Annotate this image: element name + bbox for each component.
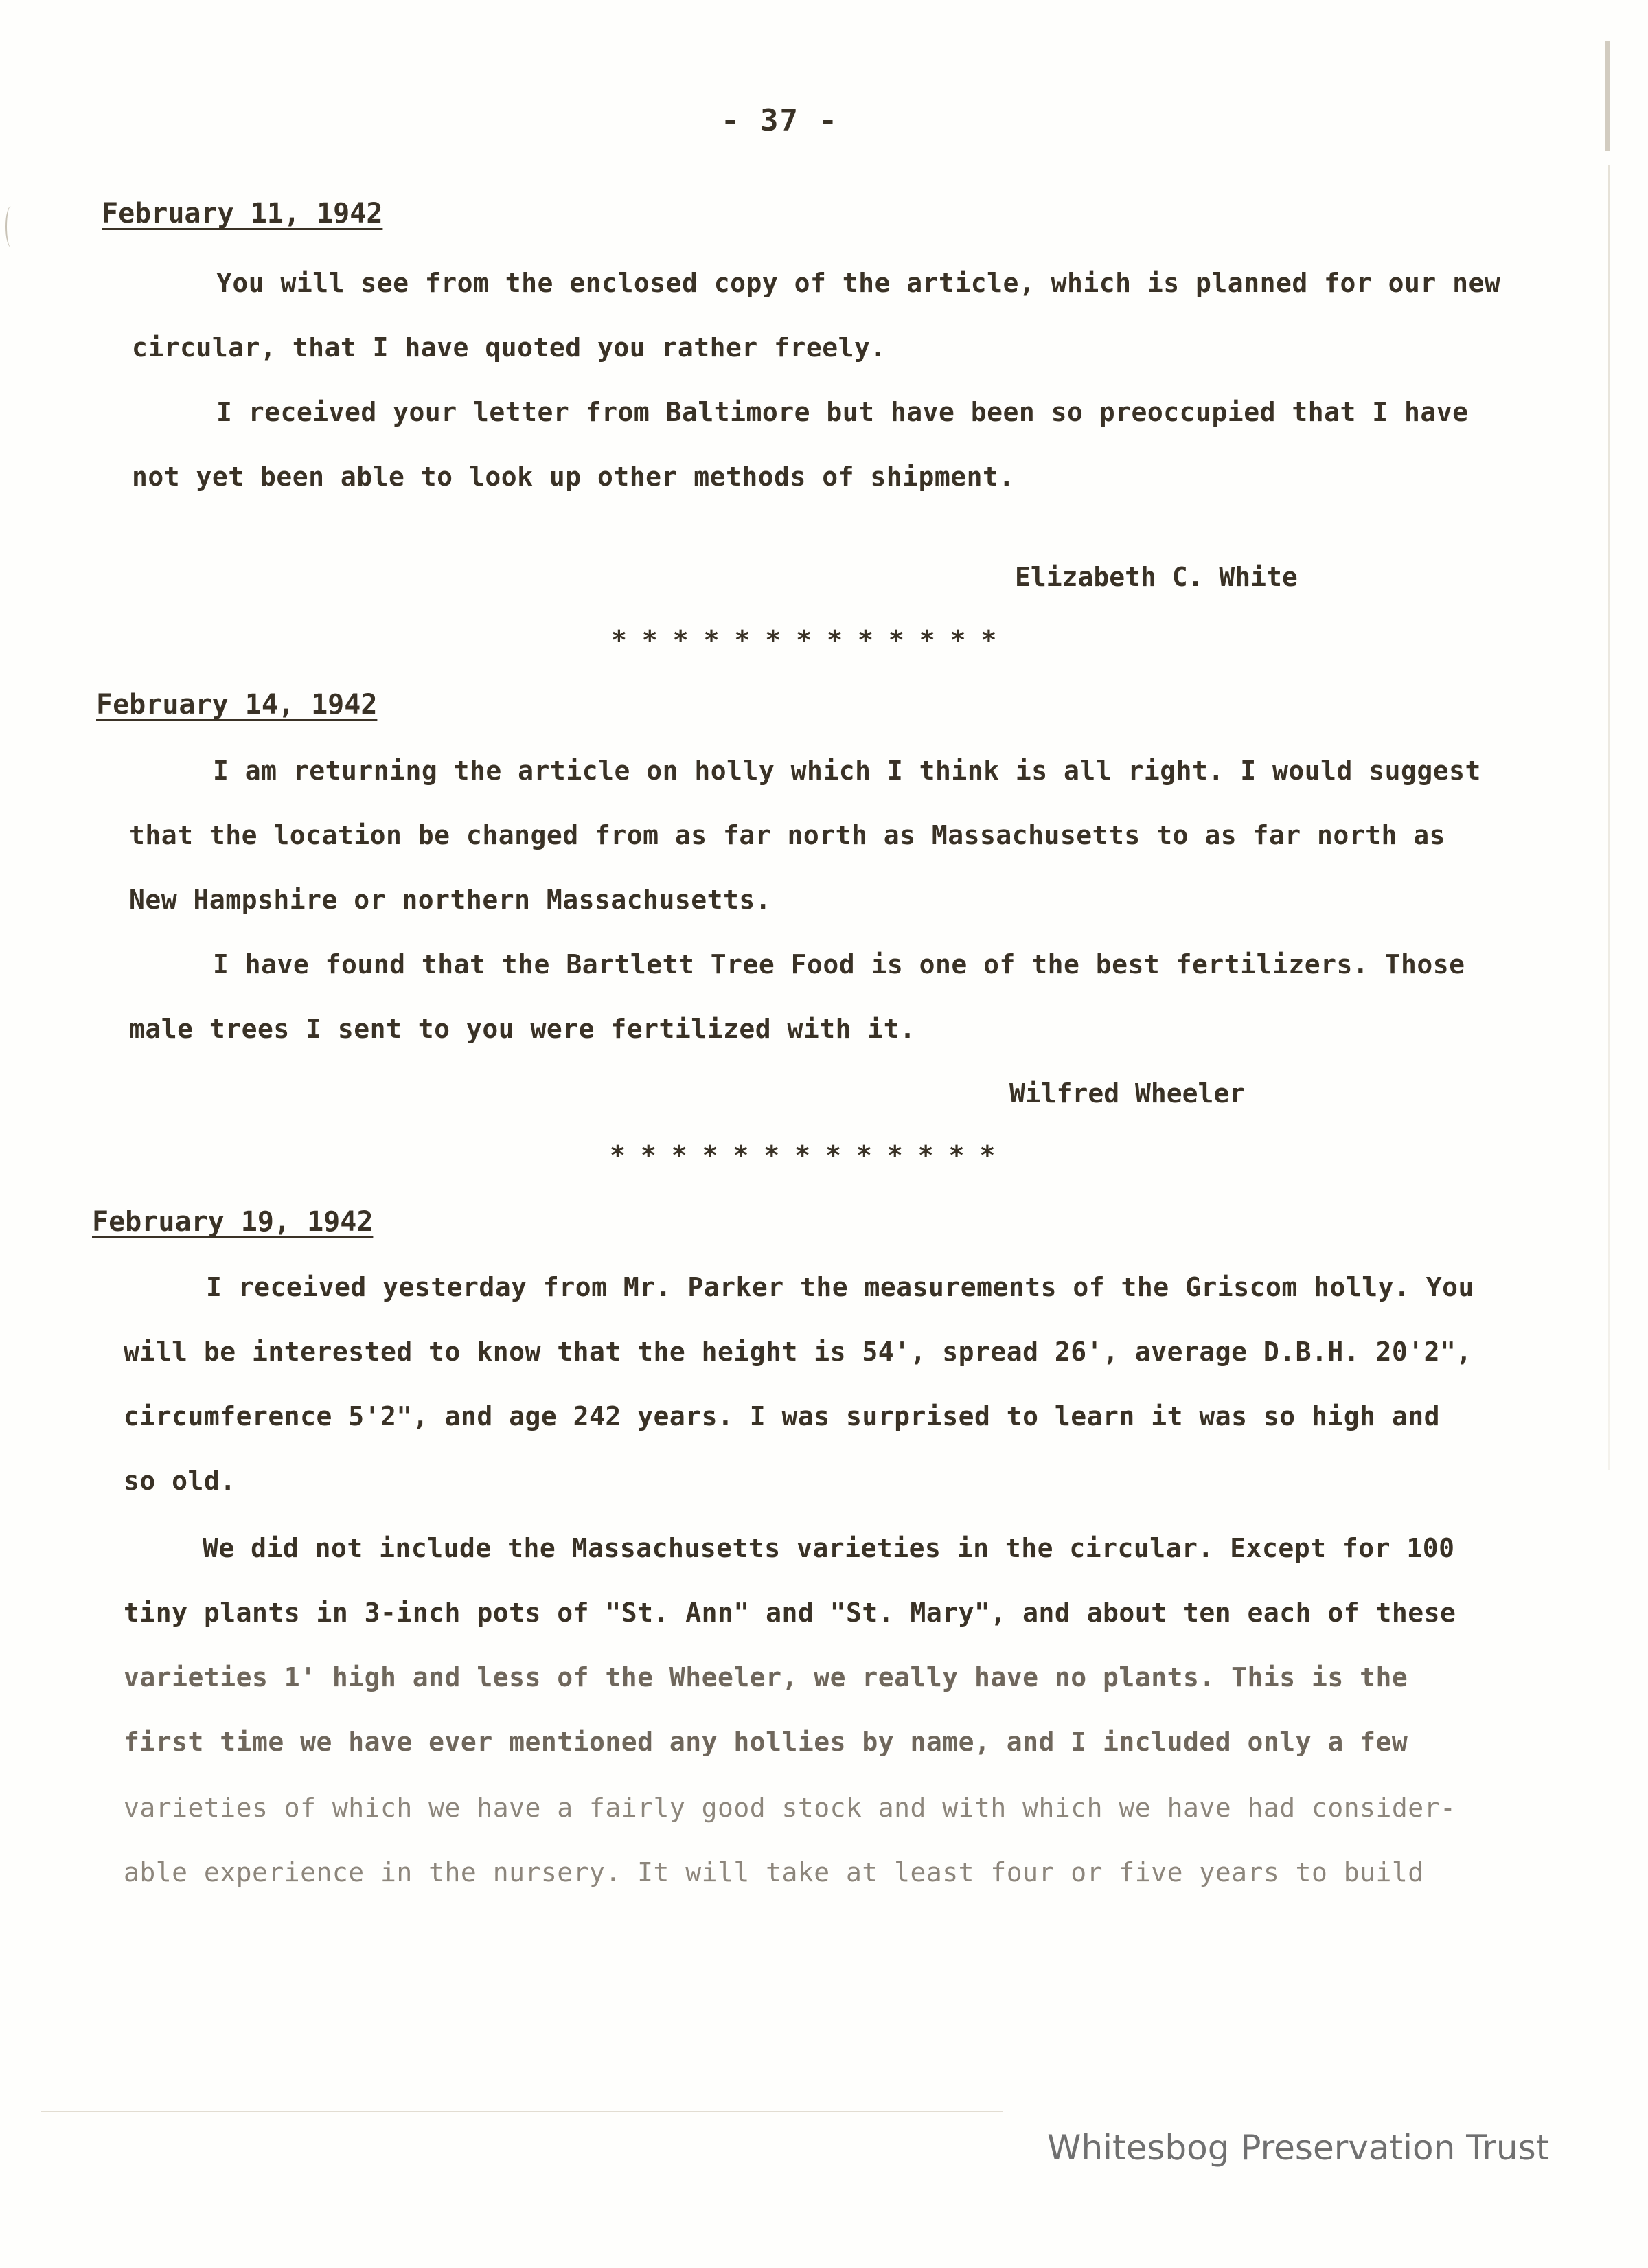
letter-signature: Elizabeth C. White bbox=[1015, 562, 1298, 592]
section-separator: ************* bbox=[611, 625, 1012, 655]
letter-line: tiny plants in 3-inch pots of "St. Ann" and "St. Mary", and about ten each of these bbox=[124, 1598, 1456, 1628]
letter-line: I received yesterday from Mr. Parker the measurements of the Griscom holly. You bbox=[206, 1272, 1474, 1302]
letter-line: that the location be changed from as far north as Massachusetts to as far north as bbox=[129, 820, 1445, 850]
letter-line: You will see from the enclosed copy of the article, which is planned for our new bbox=[216, 268, 1501, 298]
letter-line: will be interested to know that the height is 54', spread 26', average D.B.H. 20'2", bbox=[124, 1337, 1472, 1367]
letter-line: so old. bbox=[124, 1466, 236, 1496]
page-number: - 37 - bbox=[721, 103, 838, 138]
letter-line: I have found that the Bartlett Tree Food is one of the best fertilizers. Those bbox=[213, 949, 1465, 979]
letter-line: varieties of which we have a fairly good stock and with which we have had consider- bbox=[124, 1793, 1456, 1823]
edge-shadow bbox=[1605, 41, 1610, 151]
letter-line: We did not include the Massachusetts varieties in the circular. Except for 100 bbox=[203, 1533, 1455, 1563]
letter-line: not yet been able to look up other methods of shipment. bbox=[132, 462, 1015, 492]
letter-line: male trees I sent to you were fertilized with it. bbox=[129, 1014, 916, 1044]
hole-punch-mark bbox=[5, 206, 16, 247]
letter-line: New Hampshire or northern Massachusetts. bbox=[129, 885, 772, 915]
watermark: Whitesbog Preservation Trust bbox=[1047, 2128, 1550, 2168]
letter-signature: Wilfred Wheeler bbox=[1009, 1078, 1246, 1109]
letter-line: varieties 1' high and less of the Wheeler, we really have no plants. This is the bbox=[124, 1662, 1408, 1692]
letter-line: I received your letter from Baltimore but have been so preoccupied that I have bbox=[216, 397, 1469, 427]
letter-date: February 11, 1942 bbox=[102, 198, 383, 229]
scan-edge-line bbox=[41, 2111, 1003, 2112]
letter-line: able experience in the nursery. It will take at least four or five years to build bbox=[124, 1857, 1424, 1887]
letter-line: circular, that I have quoted you rather freely. bbox=[132, 332, 886, 363]
letter-date: February 14, 1942 bbox=[96, 689, 378, 721]
section-separator: ************* bbox=[610, 1140, 1011, 1170]
edge-shadow bbox=[1608, 165, 1610, 1470]
letter-line: I am returning the article on holly which I think is all right. I would suggest bbox=[213, 756, 1481, 786]
letter-date: February 19, 1942 bbox=[92, 1206, 374, 1238]
letter-line: first time we have ever mentioned any hollies by name, and I included only a few bbox=[124, 1727, 1408, 1757]
letter-line: circumference 5'2", and age 242 years. I was surprised to learn it was so high and bbox=[124, 1401, 1440, 1431]
